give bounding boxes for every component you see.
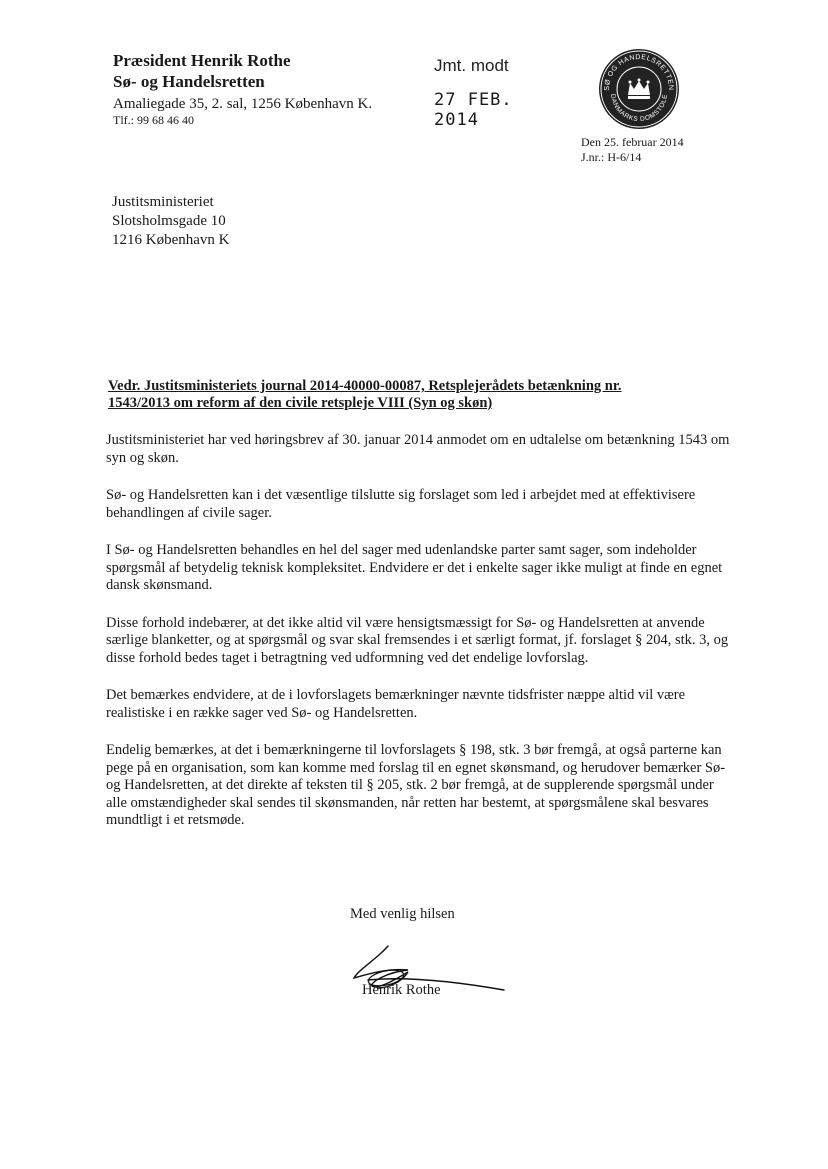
closing-greeting: Med venlig hilsen	[350, 906, 455, 922]
sender-court: Sø- og Handelsretten	[113, 72, 265, 91]
body-paragraph: Sø- og Handelsretten kan i det væsentlige tilslutte sig forslaget som led i arbejdet med at effektivisere behandlingen af civile sager.	[106, 487, 696, 521]
signer-name: Henrik Rothe	[362, 982, 441, 998]
stamp-label: Jmt. modt	[434, 56, 509, 75]
subject-heading	[108, 378, 708, 412]
seal-bottom-text: DANMARKS DOMSTOLE	[608, 93, 670, 124]
body-paragraph: Disse forhold indebærer, at det ikke altid vil være hensigtsmæssigt for Sø- og Handelsretten at anvende særlige blanketter, og at spørgsmål og svar skal fremsendes i et særligt format, jf. forslaget § 204, stk. 3, og disse forhold bedes taget i betragtning ved udformning ved det endelige lovforslag.	[106, 614, 729, 666]
body-paragraph: Justitsministeriet har ved høringsbrev af 30. januar 2014 anmodet om en udtalelse om betænkning 1543 om syn og skøn.	[106, 432, 730, 466]
body-paragraph: Det bemærkes endvidere, at de i lovforslagets bemærkninger nævnte tidsfrister næppe altid vil være realistiske i en række sager ved Sø- og Handelsretten.	[106, 687, 686, 721]
subject-line: 1543/2013 om reform af den civile retspleje VIII (Syn og skøn)	[108, 395, 493, 411]
journal-number: J.nr.: H-6/14	[581, 150, 642, 164]
recipient-address	[112, 193, 229, 250]
sender-block	[113, 50, 433, 127]
recipient-line: Justitsministeriet	[112, 194, 214, 210]
recipient-line: 1216 København K	[112, 232, 230, 248]
letter-date: Den 25. februar 2014	[581, 135, 684, 149]
seal-top-text: SØ OG HANDELSRETTEN	[603, 53, 675, 91]
subject-line: Vedr. Justitsministeriets journal 2014-40000-00087, Retsplejerådets betænkning nr.	[108, 378, 622, 394]
stamp-date: 27 FEB. 2014	[434, 90, 513, 130]
crown-seal-icon	[597, 47, 681, 131]
body-paragraph: I Sø- og Handelsretten behandles en hel del sager med udenlandske parter samt sager, som indeholder spørgsmål af betydelig teknisk kompleksitet. Endvidere er det i enkelte sager ikke muligt at finde en egnet dansk skønsmand.	[106, 542, 723, 593]
sender-name: Præsident Henrik Rothe	[113, 51, 291, 70]
letter-body	[106, 432, 730, 850]
body-paragraph: Endelig bemærkes, at det i bemærkningerne til lovforslagets § 198, stk. 3 bør fremgå, at også parterne kan pege på en organisation, som kan komme med forslag til en egnet skønsmand, og herudover bemærker Sø- og Handelsretten, at det direkte af teksten til § 205, stk. 2 bør fremgå, at de supplerende spørgsmål under alle omstændigheder skal sendes til skønsmanden, når retten har bestemt, at spørgsmålene skal besvares mundtligt i et retsmøde.	[106, 742, 726, 828]
received-stamp	[434, 56, 554, 130]
recipient-line: Slotsholmsgade 10	[112, 213, 226, 229]
letter-meta	[581, 135, 684, 165]
sender-phone: Tlf.: 99 68 46 40	[113, 113, 194, 127]
sender-address: Amaliegade 35, 2. sal, 1256 København K.	[113, 96, 373, 112]
